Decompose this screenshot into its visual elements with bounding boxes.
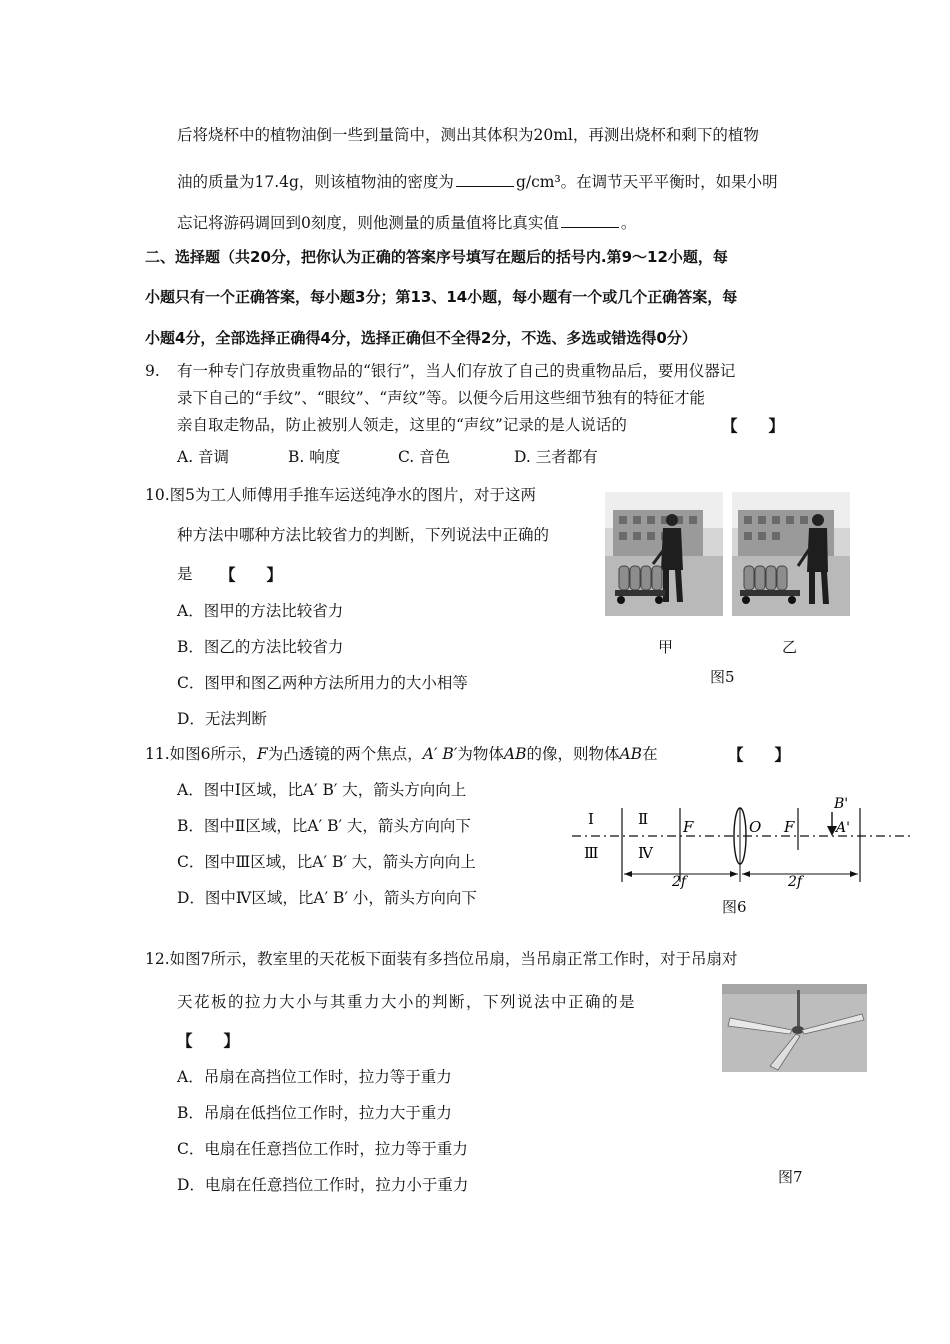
figure5-photo-jia: [605, 492, 723, 616]
q12-option-a: A．吊扇在高挡位工作时，拉力等于重力: [177, 1068, 452, 1086]
q12-line2: 天花板的拉力大小与其重力大小的判断，下列说法中正确的是: [177, 993, 637, 1011]
q9-option-b: B. 响度: [288, 448, 341, 466]
q10-option-d: D．无法判断: [177, 710, 267, 728]
figure6-caption: 图6: [722, 898, 747, 916]
q8-line2: 油的质量为17.4g，则该植物油的密度为 g/cm³。在调节天平平衡时，如果小明: [177, 173, 778, 191]
q12-option-c: C．电扇在任意挡位工作时，拉力等于重力: [177, 1140, 468, 1158]
q12-option-b: B．吊扇在低挡位工作时，拉力大于重力: [177, 1104, 452, 1122]
figure5-label-yi: 乙: [782, 638, 798, 656]
q8-line1: 后将烧杯中的植物油倒一些到量筒中，测出其体积为20ml，再测出烧杯和剩下的植物: [177, 126, 759, 144]
q9-number: 9.: [145, 362, 160, 380]
image-base-label: A': [836, 820, 850, 836]
figure7-ceiling-fan-photo: [722, 984, 867, 1072]
q9-answer-bracket: 【 】: [722, 416, 785, 435]
q9-option-a: A. 音调: [177, 448, 230, 466]
section-header-line3: 小题4分，全部选择正确得4分，选择正确但不全得2分，不选、多选或错选得0分）: [145, 329, 697, 347]
q11-option-d: D．图中Ⅳ区域，比A′ B′ 小，箭头方向向下: [177, 889, 477, 907]
figure7-caption: 图7: [778, 1168, 803, 1186]
region-4-label: Ⅳ: [638, 844, 653, 862]
q10-line2: 种方法中哪种方法比较省力的判断，下列说法中正确的: [177, 526, 550, 544]
q10-option-b: B．图乙的方法比较省力: [177, 638, 344, 656]
distance-2f-left: 2f: [672, 874, 687, 890]
q11-option-b: B．图中Ⅱ区域，比A′ B′ 大，箭头方向向下: [177, 817, 471, 835]
figure5-label-jia: 甲: [658, 638, 674, 656]
q11-option-c: C．图中Ⅲ区域，比A′ B′ 大，箭头方向向上: [177, 853, 476, 871]
q11-answer-bracket: 【 】: [728, 745, 791, 764]
region-3-label: Ⅲ: [584, 844, 599, 862]
section-header-line1: 二、选择题（共20分，把你认为正确的答案序号填写在题后的括号内.第9～12小题，每: [145, 248, 728, 266]
q9-line3: 亲自取走物品，防止被别人领走，这里的“声纹”记录的是人说话的: [177, 416, 627, 434]
q12-line1: 12.如图7所示，教室里的天花板下面装有多挡位吊扇，当吊扇正常工作时，对于吊扇对: [145, 950, 738, 968]
region-2-label: Ⅱ: [638, 810, 649, 828]
figure5-caption: 图5: [710, 668, 735, 686]
q8-line3: 忘记将游码调回到0刻度，则他测量的质量值将比真实值 。: [177, 214, 637, 232]
q10-option-a: A．图甲的方法比较省力: [177, 602, 344, 620]
focus-left-label: F: [683, 818, 694, 836]
focus-right-label: F: [784, 818, 795, 836]
image-top-label: B': [834, 796, 849, 812]
answer-blank-density: [456, 172, 514, 187]
distance-2f-right: 2f: [788, 874, 803, 890]
section-header-line2: 小题只有一个正确答案，每小题3分；第13、14小题，每小题有一个或几个正确答案，每: [145, 288, 738, 306]
q10-line1: 10.图5为工人师傅用手推车运送纯净水的图片，对于这两: [145, 486, 537, 504]
q12-option-d: D．电扇在任意挡位工作时，拉力小于重力: [177, 1176, 469, 1194]
q11-line1: 11.如图6所示，F为凸透镜的两个焦点，A′ B′为物体AB的像，则物体AB在: [145, 745, 658, 763]
figure5-photo-yi: [732, 492, 850, 616]
q11-option-a: A．图中Ⅰ区域，比A′ B′ 大，箭头方向向上: [177, 781, 467, 799]
optical-center-label: O: [749, 818, 762, 836]
q9-line2: 录下自己的“手纹”、“眼纹”、“声纹”等。以便今后用这些细节独有的特征才能: [177, 389, 706, 407]
region-1-label: Ⅰ: [588, 810, 594, 828]
q9-option-d: D. 三者都有: [514, 448, 598, 466]
q10-option-c: C．图甲和图乙两种方法所用力的大小相等: [177, 674, 468, 692]
q9-option-c: C. 音色: [398, 448, 451, 466]
q12-answer-bracket: 【 】: [177, 1031, 240, 1050]
figure6-lens-diagram: [570, 790, 915, 890]
q9-line1: 有一种专门存放贵重物品的“银行”，当人们存放了自己的贵重物品后，要用仪器记: [177, 362, 736, 380]
answer-blank-mass: [561, 213, 619, 228]
q10-line3: 是: [177, 565, 193, 583]
q10-answer-bracket: 【 】: [220, 565, 283, 584]
